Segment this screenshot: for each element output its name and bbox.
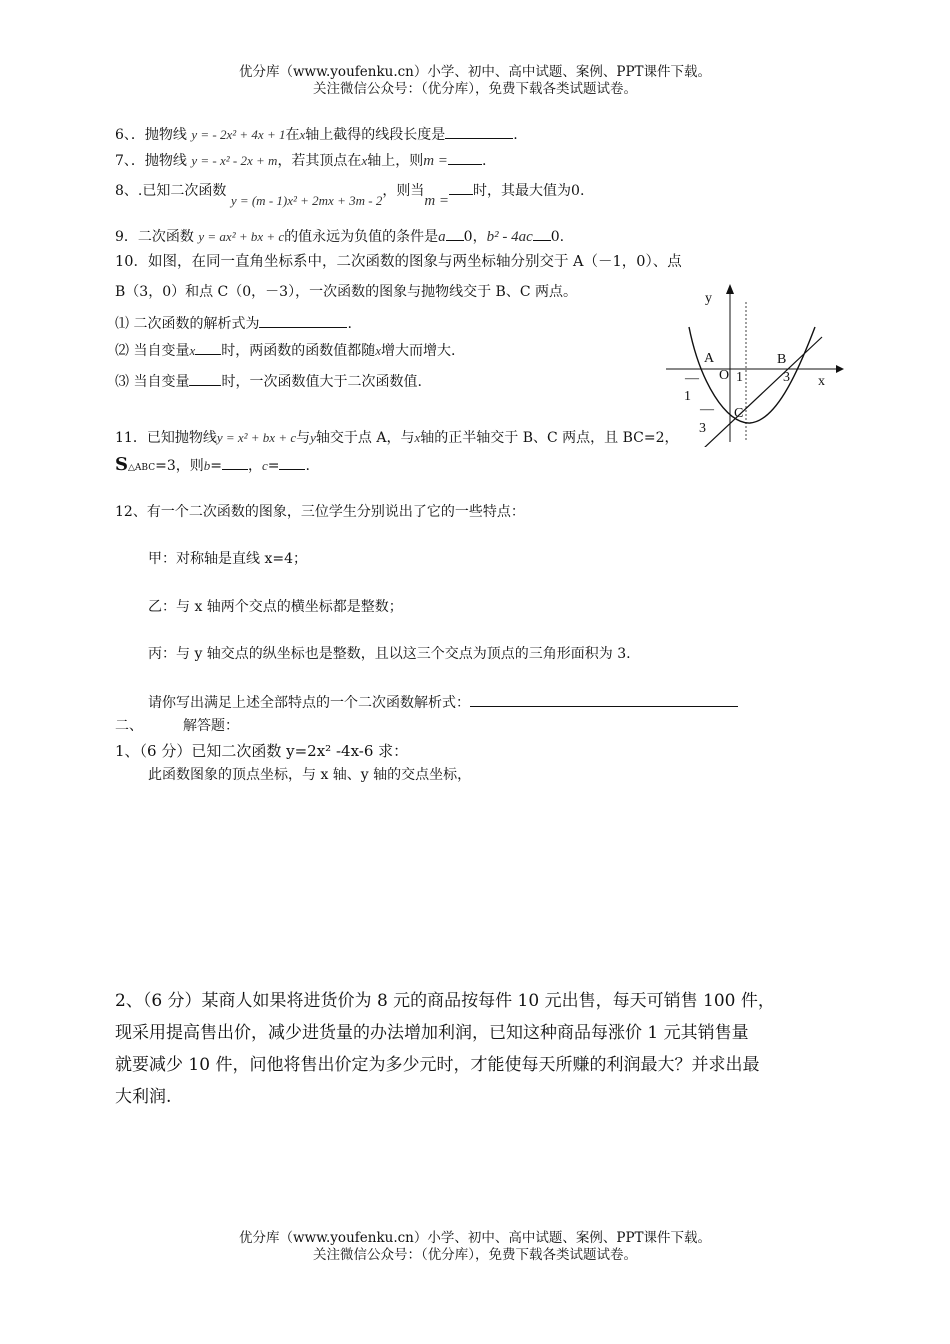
q6-prefix: 6、．抛物线 [115,127,187,143]
q7-formula: y = - x² - 2x + m [191,153,278,168]
q11-eq2: = [267,458,280,474]
label-O: O [719,368,730,383]
q10-p1-blank[interactable] [259,313,347,328]
q10-p3-blank[interactable] [189,371,221,386]
q9-sep: 0， [463,229,487,245]
q10-part-3 [115,371,422,392]
tick-neg3-dash: — [700,402,714,417]
q11-b: b [203,458,211,473]
question-8 [115,178,585,209]
q7-m: m = [423,153,448,169]
q10-p2-blank[interactable] [195,340,221,355]
question-6 [115,124,518,145]
q9-prefix: 9．二次函数 [115,229,194,245]
q10-p2-mid: 时，两函数的函数值都随 [221,343,376,359]
q11-area-symbol: S [115,454,128,475]
question-11-line-1 [115,428,679,448]
tick-1: 1 [736,370,743,385]
label-C: C [734,406,744,421]
page-header [0,64,950,98]
q10-line-2: B（3，0）和点 C（0，－3），一次函数的图象与抛物线交于 B、C 两点。 [115,284,577,300]
q10-p1-end: . [347,316,352,332]
q6-mid: 在 [285,127,300,143]
q12-yi: 乙：与 x 轴两个交点的横坐标都是整数； [148,599,403,615]
q11-y: y [310,430,316,445]
label-B: B [777,352,787,367]
q8-suffix: 时，其最大值为0. [473,183,585,199]
q11-blank-c[interactable] [279,455,305,470]
question-11-line-2 [115,453,310,480]
q10-parabola-graph [660,282,845,447]
section-2-number: 二、 [115,718,143,734]
q6-answer-blank[interactable] [445,124,513,139]
label-A: A [704,351,715,366]
q8-m: m = [424,193,450,209]
q7-answer-blank[interactable] [448,150,482,165]
q6-x: x [299,127,306,142]
q8-prefix: 8、.已知二次函数 [115,183,227,199]
q12-ask-text: 请你写出满足上述全部特点的一个二次函数解析式： [148,695,470,711]
tick-3: 3 [783,370,790,385]
page-footer [0,1230,950,1264]
q6-end: . [513,127,518,143]
section-2-heading [115,716,239,736]
a2-line-2: 现采用提高售出价，减少进货量的办法增加利润，已知这种商品每涨价 1 元其销售量 [115,1023,749,1043]
q12-bing: 丙：与 y 轴交点的纵坐标也是整数，且以这三个交点为顶点的三角形面积为 3. [148,646,631,662]
q10-p3-suffix: 时，一次函数值大于二次函数值. [221,374,422,390]
q9-mid: 的值永远为负值的条件是 [284,229,439,245]
q8-mid: ，则当 [382,183,425,199]
y-axis-arrow [726,284,734,294]
q10-p2-prefix: ⑵ 当自变量 [115,343,190,359]
q12-intro: 12、有一个二次函数的图象，三位学生分别说出了它的一些特点： [115,504,525,520]
q9-a: a [438,229,446,245]
a2-line-4: 大利润. [115,1087,172,1107]
q10-part-2 [115,340,455,361]
q11-prefix: 11．已知抛物线 [115,430,217,446]
tick-neg1-num: 1 [684,389,691,404]
a1-line-2: 此函数图象的顶点坐标，与 x 轴、y 轴的交点坐标， [148,767,472,783]
label-x: x [818,374,825,389]
q11-suffix: 轴的正半轴交于 B、C 两点，且 BC=2， [420,430,679,446]
q9-end: 0. [550,229,565,245]
x-axis-arrow [836,365,844,373]
q11-area-subscript: △ABC [128,463,156,473]
q6-formula: y = - 2x² + 4x + 1 [191,127,286,142]
a2-line-1: 2、（6 分）某商人如果将进货价为 8 元的商品按每件 10 元出售，每天可销售 100 件， [115,991,775,1011]
q9-blank-a[interactable] [446,226,464,241]
q10-p1-text: ⑴ 二次函数的解析式为 [115,316,260,332]
q11-mid2: 轴交于点 A，与 [315,430,415,446]
q10-p2-suffix: 增大而增大. [381,343,456,359]
footer-line-2: 关注微信公众号：（优分库），免费下载各类试题试卷。 [313,1247,637,1263]
tick-neg3-num: 3 [699,421,706,436]
q7-x: x [361,153,368,168]
a2-line-3: 就要减少 10 件，问他将售出价定为多少元时，才能使每天所赚的利润最大？并求出最 [115,1055,760,1075]
header-line-2: 关注微信公众号：（优分库），免费下载各类试题试卷。 [313,81,637,97]
q9-blank-disc[interactable] [533,226,551,241]
q6-suffix: 轴上截得的线段长度是 [305,127,446,143]
q7-end: . [481,153,487,169]
q10-p3-prefix: ⑶ 当自变量 [115,374,190,390]
q9-formula: y = ax² + bx + c [198,229,285,244]
q11-comma: ， [247,458,262,474]
q11-end: . [305,458,310,474]
q7-mid2: 轴上，则 [367,153,424,169]
q11-blank-b[interactable] [222,455,248,470]
q12-answer-blank[interactable] [470,692,738,707]
q11-l2-mid: =3，则 [155,458,204,474]
section-2-title: 解答题： [183,718,239,734]
q11-eq: = [210,458,222,474]
q8-answer-blank[interactable] [449,180,473,195]
q7-prefix: 7、．抛物线 [115,153,187,169]
q10-part-1 [115,313,352,334]
q11-x: x [414,430,421,445]
q12-ask [148,692,738,713]
q7-mid: ，若其顶点在 [277,153,362,169]
q8-formula: y = (m - 1)x² + 2mx + 3m - 2 [230,193,383,208]
q10-p2-x2: x [375,343,382,358]
tick-neg1-dash: — [685,371,699,386]
linear-function-line [704,337,822,447]
question-9 [115,226,564,247]
q10-line-1: 10．如图，在同一直角坐标系中，二次函数的图象与两坐标轴分别交于 A（－1，0）、点 [115,254,682,270]
q11-c: c [261,458,268,473]
q10-p2-x: x [189,343,196,358]
q11-mid: 与 [296,430,311,446]
a1-line-1: 1、（6 分）已知二次函数 y=2x² -4x-6 求： [115,742,409,760]
label-y: y [705,291,712,306]
q12-jia: 甲：对称轴是直线 x=4； [148,551,307,567]
header-line-1: 优分库（www.youfenku.cn）小学、初中、高中试题、案例、PPT课件下载。 [238,64,712,80]
q9-discriminant: b² - 4ac [486,229,533,245]
question-7 [115,150,486,171]
q11-formula: y = x² + bx + c [216,430,297,445]
footer-line-1: 优分库（www.youfenku.cn）小学、初中、高中试题、案例、PPT课件下载。 [238,1230,712,1246]
